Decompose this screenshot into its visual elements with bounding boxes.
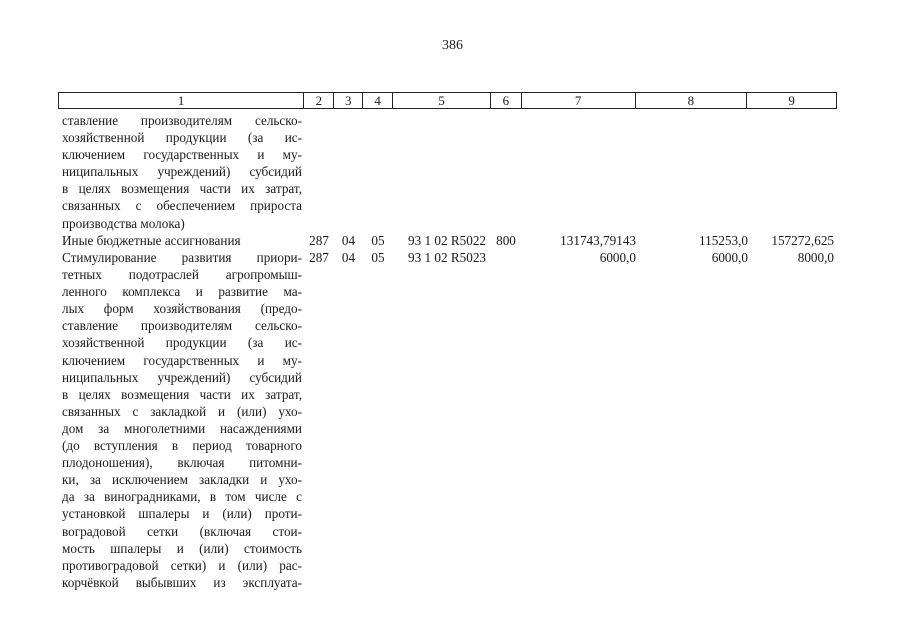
description-line: мость шпалеры и (или) стоимость bbox=[62, 540, 302, 556]
header-col-6: 6 bbox=[491, 93, 522, 108]
description-line: ленного комплекса и развитие ма- bbox=[62, 284, 302, 300]
description-line: лых форм хозяйствования (предо- bbox=[62, 301, 302, 317]
header-col-4: 4 bbox=[363, 93, 393, 108]
row-description bbox=[62, 249, 302, 591]
description-line: воградовой сетки (включая стои- bbox=[62, 523, 302, 539]
header-col-9: 9 bbox=[788, 93, 795, 108]
description-line: ставление производителям сельско- bbox=[62, 113, 302, 128]
description-line: плодоношения), включая питомни- bbox=[62, 455, 302, 471]
description-line: в целях возмещения части их затрат, bbox=[62, 386, 302, 402]
header-col-8: 8 bbox=[636, 93, 748, 108]
description-line: установкой шпалеры и (или) проти- bbox=[62, 506, 302, 522]
cell-col-3: 04 bbox=[341, 233, 356, 248]
description-line: корчёвкой выбывших из эксплуата- bbox=[62, 574, 302, 590]
description-line: тетных подотраслей агропромыш- bbox=[62, 267, 302, 283]
cell-col-8: 6000,0 bbox=[711, 250, 748, 265]
cell-col-7: 131743,79143 bbox=[560, 233, 636, 248]
continued-description bbox=[62, 112, 302, 232]
cell-col-5: 93 1 02 R5022 bbox=[407, 233, 487, 248]
description-line: противоградовой сетки) и (или) рас- bbox=[62, 557, 302, 573]
description-line: ки, за исключением закладки и ухо- bbox=[62, 472, 302, 488]
header-col-3: 3 bbox=[334, 93, 363, 108]
description-line: ключением государственных и му- bbox=[62, 147, 302, 163]
description-line: хозяйственной продукции (за ис- bbox=[62, 335, 302, 351]
header-col-1: 1 bbox=[59, 93, 304, 108]
description-line: в целях возмещения части их затрат, bbox=[62, 181, 302, 197]
cell-col-2: 287 bbox=[309, 233, 329, 248]
cell-col-9: 157272,625 bbox=[771, 233, 834, 248]
header-col-7: 7 bbox=[522, 93, 636, 108]
table-header bbox=[58, 92, 837, 109]
page-number: 386 bbox=[442, 38, 463, 53]
description-line: ниципальных учреждений) субсидий bbox=[62, 369, 302, 385]
header-col-2: 2 bbox=[304, 93, 334, 108]
cell-col-2: 287 bbox=[309, 250, 329, 265]
row-label: Иные бюджетные ассигнования bbox=[62, 233, 241, 248]
description-line: хозяйственной продукции (за ис- bbox=[62, 130, 302, 146]
cell-col-3: 04 bbox=[341, 250, 356, 265]
table-row bbox=[58, 232, 837, 249]
cell-col-4: 05 bbox=[371, 250, 385, 265]
description-line: да за виноградниками, в том числе с bbox=[62, 489, 302, 505]
description-line: дом за многолетними насаждениями bbox=[62, 420, 302, 436]
description-line: связанных с обеспечением прироста bbox=[62, 198, 302, 214]
description-line: связанных с закладкой и (или) ухо- bbox=[62, 403, 302, 419]
description-line: ниципальных учреждений) субсидий bbox=[62, 164, 302, 180]
cell-col-5: 93 1 02 R5023 bbox=[407, 250, 487, 265]
description-line: Стимулирование развития приори- bbox=[62, 250, 302, 265]
description-line: ключением государственных и му- bbox=[62, 352, 302, 368]
cell-col-9: 8000,0 bbox=[797, 250, 834, 265]
description-line: ставление производителям сельско- bbox=[62, 318, 302, 334]
cell-col-7: 6000,0 bbox=[599, 250, 636, 265]
description-line: (до вступления в период товарного bbox=[62, 438, 302, 454]
cell-col-4: 05 bbox=[371, 233, 385, 248]
cell-col-8: 115253,0 bbox=[699, 233, 748, 248]
description-line: производства молока) bbox=[62, 215, 185, 231]
header-col-5: 5 bbox=[393, 93, 491, 108]
cell-col-6: 800 bbox=[496, 233, 516, 248]
